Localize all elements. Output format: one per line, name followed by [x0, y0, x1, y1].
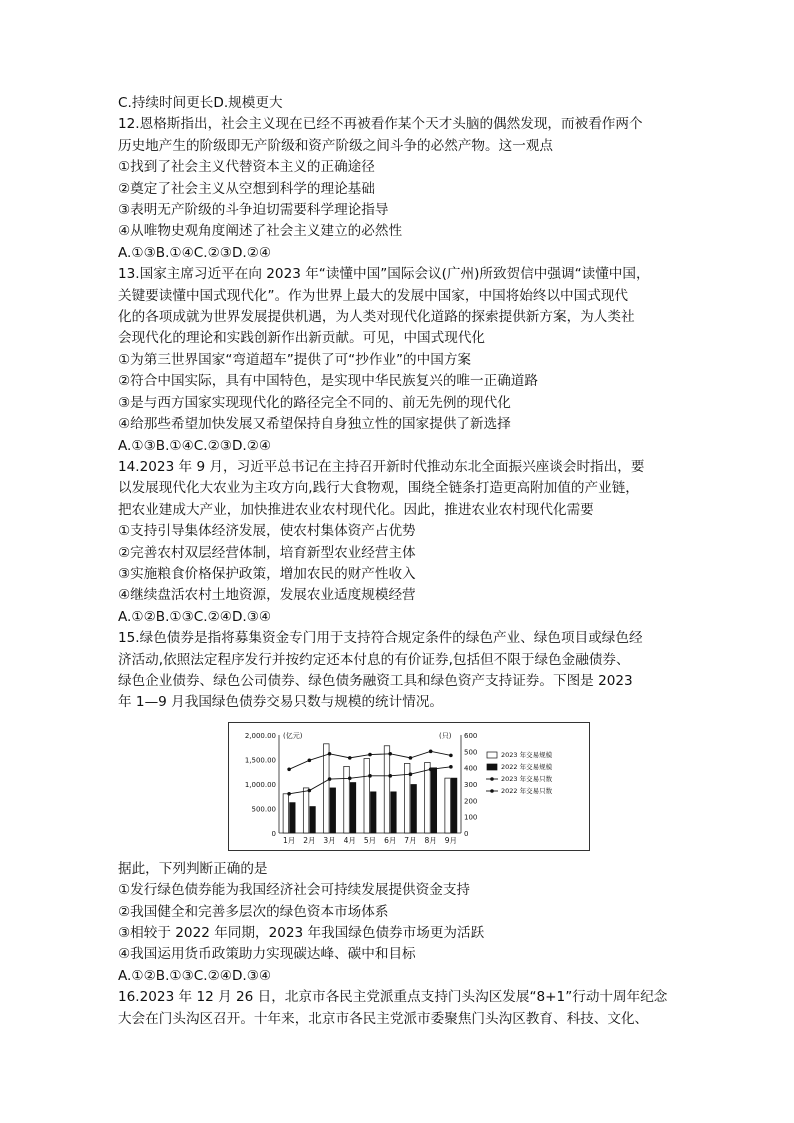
y-left-tick-label: 1,500.00 — [244, 756, 276, 765]
q13-option: ④给那些希望加快发展又希望保持自身独立性的国家提供了新选择 — [118, 416, 511, 433]
bar-2022-scale — [451, 778, 457, 833]
series-point-2023-count — [409, 756, 413, 760]
legend-label: 2023 年交易规模 — [501, 750, 553, 759]
q14-choices: A.①②B.①③C.②④D.③④ — [118, 608, 272, 625]
q15-option: ③相较于 2022 年同期，2023 年我国绿色债券市场更为活跃 — [118, 925, 485, 941]
bar-2023-scale — [364, 758, 370, 832]
question-16 — [118, 987, 678, 1030]
y-right-tick-label: 500 — [464, 748, 478, 757]
series-point-2022-count — [368, 774, 372, 778]
series-point-2023-count — [328, 752, 332, 756]
chart-svg — [229, 723, 589, 850]
y-right-tick-label: 300 — [464, 780, 478, 789]
bar-2023-scale — [425, 762, 431, 833]
y-left-unit-label: (亿元) — [283, 731, 303, 740]
q13-choices: A.①③B.①④C.②③D.②④ — [118, 437, 272, 454]
q12-option: ②奠定了社会主义从空想到科学的理论基础 — [118, 180, 375, 197]
y-left-tick-label: 0 — [271, 829, 276, 838]
green-bond-chart — [228, 722, 590, 851]
q12-choices: A.①③B.①④C.②③D.②④ — [118, 244, 272, 261]
q14-option: ③实施粮食价格保护政策，增加农民的财产性收入 — [118, 565, 416, 582]
question-12 — [118, 114, 678, 264]
q15-stem-line: 15.绿色债券是指将募集资金专门用于支持符合规定条件的绿色产业、绿色项目或绿色经 — [118, 630, 643, 647]
bar-2022-scale — [411, 784, 417, 833]
q14-stem-line: 以发展现代化大农业为主攻方向,践行大食物观，围绕全链条打造更高附加值的产业链， — [118, 480, 639, 497]
legend-label: 2022 年交易只数 — [501, 786, 553, 795]
series-point-2022-count — [409, 772, 413, 776]
bar-2023-scale — [324, 744, 330, 833]
y-right-tick-label: 400 — [464, 764, 478, 773]
x-tick-label: 4月 — [343, 835, 356, 845]
x-tick-label: 8月 — [424, 835, 437, 845]
q15-stem-line: 绿色企业债券、绿色公司债券、绿色债务融资工具和绿色资产支持证券。下图是 2023 — [118, 672, 633, 689]
bar-2023-scale — [303, 788, 309, 833]
q14-option: ②完善农村双层经营体制，培育新型农业经营主体 — [118, 544, 416, 561]
series-point-2023-count — [308, 758, 312, 762]
y-right-tick-label: 600 — [464, 731, 478, 740]
series-point-2022-count — [348, 776, 352, 780]
series-point-2023-count — [449, 753, 453, 757]
q13-stem-line: 化的各项成就为世界发展提供机遇，为人类对现代化道路的探索提供新方案，为人类社 — [118, 309, 635, 326]
q13-option: ①为第三世界国家“弯道超车”提供了可“抄作业”的中国方案 — [118, 351, 472, 368]
bar-2023-scale — [344, 766, 350, 833]
document-page — [118, 93, 678, 1030]
y-left-tick-label: 500.00 — [251, 805, 276, 814]
series-point-2022-count — [328, 777, 332, 781]
series-point-2022-count — [429, 767, 433, 771]
bar-2022-scale — [391, 792, 397, 833]
y-right-unit-label: (只) — [439, 731, 452, 740]
q12-option: ①找到了社会主义代替资本主义的正确途径 — [118, 159, 375, 176]
x-tick-label: 1月 — [282, 835, 296, 845]
series-point-2022-count — [449, 765, 453, 769]
q12-stem-line: 12.恩格斯指出，社会主义现在已经不再被看作某个天才头脑的偶然发现，而被看作两个 — [118, 116, 643, 133]
q13-stem-line: 关键要读懂中国式现代化”。作为世界上最大的发展中国家，中国将始终以中国式现代 — [118, 287, 629, 304]
legend-swatch — [487, 764, 497, 770]
bar-2023-scale — [283, 794, 289, 833]
bar-2023-scale — [384, 746, 390, 833]
q14-stem-line: 14.2023 年 9 月，习近平总书记在主持召开新时代推动东北全面振兴座谈会时指出，要 — [118, 458, 645, 475]
q15-option: ①发行绿色债券能为我国经济社会可持续发展提供资金支持 — [118, 882, 471, 899]
bar-2022-scale — [371, 792, 377, 833]
y-left-tick-label: 1,000.00 — [244, 780, 276, 789]
q14-option: ①支持引导集体经济发展，使农村集体资产占优势 — [118, 523, 416, 540]
q12-option: ④从唯物史观角度阐述了社会主义建立的必然性 — [118, 223, 403, 240]
y-right-tick-label: 200 — [464, 797, 478, 806]
legend-label: 2023 年交易只数 — [501, 774, 553, 783]
q15-option: ④我国运用货币政策助力实现碳达峰、碳中和目标 — [118, 946, 416, 963]
y-left-tick-label: 2,000.00 — [244, 731, 276, 740]
q12-stem-line: 历史地产生的阶级即无产阶级和资产阶级之间斗争的必然产物。这一观点 — [118, 137, 553, 154]
q14-option: ④继续盘活农村土地资源，发展农业适度规模经营 — [118, 587, 416, 604]
q15-stem-line: 济活动,依照法定程序发行并按约定还本付息的有价证券,包括但不限于绿色金融债券、 — [118, 651, 630, 668]
legend-swatch-point — [490, 777, 494, 781]
series-point-2022-count — [388, 774, 392, 778]
q12-option: ③表明无产阶级的斗争迫切需要科学理论指导 — [118, 202, 389, 219]
y-right-tick-label: 100 — [464, 813, 478, 822]
q13-option: ②符合中国实际，具有中国特色，是实现中华民族复兴的唯一正确道路 — [118, 373, 538, 390]
question-15 — [118, 628, 678, 987]
q13-stem-line: 会现代化的理论和实践创新作出新贡献。可见，中国式现代化 — [118, 330, 486, 347]
x-tick-label: 7月 — [404, 835, 417, 845]
bar-2023-scale — [445, 778, 451, 833]
x-tick-label: 9月 — [444, 835, 458, 845]
q15-choices: A.①②B.①③C.②④D.③④ — [118, 967, 272, 984]
q16-stem-line: 16.2023 年 12 月 26 日，北京市各民主党派重点支持门头沟区发展“8+1”行动十周年纪念 — [118, 989, 668, 1006]
legend-swatch-point — [490, 789, 494, 793]
bar-2022-scale — [330, 788, 336, 833]
question-13 — [118, 264, 678, 457]
legend-label: 2022 年交易规模 — [501, 762, 553, 771]
bar-2022-scale — [350, 782, 356, 832]
series-point-2023-count — [429, 749, 433, 753]
q16-stem-line: 大会在门头沟区召开。十年来，北京市各民主党派市委聚焦门头沟区教育、科技、文化、 — [118, 1010, 649, 1027]
q14-stem-line: 把农业建成大产业，加快推进农业农村现代化。因此，推进农业农村现代化需要 — [118, 501, 594, 518]
x-tick-label: 2月 — [303, 835, 316, 845]
q15-after-chart: 据此，下列判断正确的是 — [118, 860, 268, 877]
q15-stem-line: 年 1—9 月我国绿色债券交易只数与规模的统计情况。 — [118, 694, 444, 711]
series-point-2023-count — [368, 753, 372, 757]
x-tick-label: 6月 — [384, 835, 397, 845]
x-tick-label: 5月 — [363, 835, 377, 845]
question-14 — [118, 457, 678, 628]
q13-stem-line: 13.国家主席习近平在向 2023 年“读懂中国”国际会议(广州)所致贺信中强调“读懂中国， — [118, 266, 650, 283]
series-point-2022-count — [308, 789, 312, 793]
series-point-2023-count — [287, 767, 291, 771]
bar-2022-scale — [310, 806, 316, 832]
series-point-2023-count — [388, 752, 392, 756]
legend-swatch — [487, 752, 497, 758]
series-point-2022-count — [287, 792, 291, 796]
x-tick-label: 3月 — [323, 835, 336, 845]
bar-2022-scale — [290, 802, 296, 832]
y-right-tick-label: 0 — [464, 829, 469, 838]
bar-2022-scale — [431, 768, 437, 833]
series-point-2023-count — [348, 756, 352, 760]
q11-options-tail: C.持续时间更长D.规模更大 — [118, 95, 283, 111]
q15-option: ②我国健全和完善多层次的绿色资本市场体系 — [118, 903, 389, 920]
q13-option: ③是与西方国家实现现代化的路径完全不同的、前无先例的现代化 — [118, 394, 511, 411]
